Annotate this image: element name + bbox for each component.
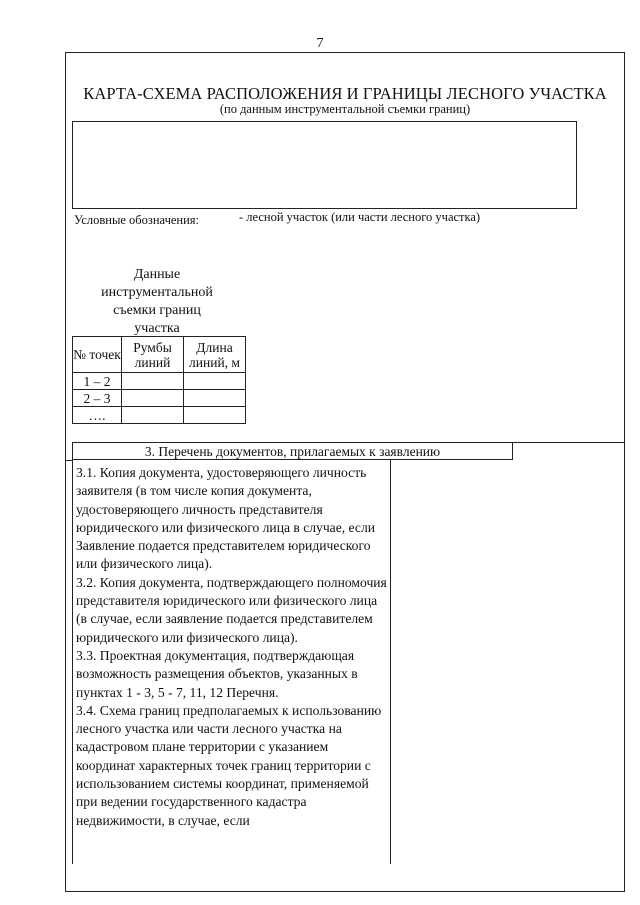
map-title: КАРТА-СХЕМА РАСПОЛОЖЕНИЯ И ГРАНИЦЫ ЛЕСНОГО УЧАСТКА	[83, 84, 607, 103]
documents-list	[72, 460, 391, 864]
map-subtitle: (по данным инструментальной съемки границ)	[219, 102, 471, 116]
list-item: 3.2. Копия документа, подтверждающего полномочия представителя юридического или физического лица (в случае, если заявление подается представителем юридического или физического лица).	[76, 574, 387, 645]
survey-header-points: № точек	[73, 337, 122, 373]
table-row	[73, 373, 246, 390]
table-row	[73, 390, 246, 407]
list-item: 3.4. Схема границ предполагаемых к использованию лесного участка или части лесного участка на кадастровом плане территории с указанием координат характерных точек границ территории с использованием системы координат, применяемой при ведении государственного кадастра недвижимости, в случае, если	[76, 702, 382, 828]
survey-cell	[184, 407, 246, 424]
page-number: 7	[316, 36, 324, 51]
survey-cell: ….	[73, 407, 122, 424]
survey-caption: Данные инструментальной съемки границ участка	[101, 267, 213, 336]
survey-cell	[184, 390, 246, 407]
survey-cell: 2 – 3	[73, 390, 122, 407]
legend-label: Условные обозначения:	[74, 213, 200, 227]
survey-cell	[184, 373, 246, 390]
survey-header-row	[73, 337, 246, 373]
documents-notes-column	[391, 460, 625, 864]
legend-item: - лесной участок (или части лесного участка)	[239, 210, 481, 224]
survey-cell	[122, 373, 184, 390]
list-item: 3.1. Копия документа, удостоверяющего личность заявителя (в том числе копия документа, удостоверяющего личность представителя юридического или физического лица в случае, если Заявление подается представителем юридического или физического лица).	[76, 465, 376, 572]
survey-header-bearings: Румбы линий	[122, 337, 184, 373]
survey-cell	[122, 390, 184, 407]
survey-table	[72, 336, 246, 424]
documents-section-title: 3. Перечень документов, прилагаемых к заявлению	[72, 442, 513, 460]
map-area	[72, 121, 577, 209]
divider	[65, 460, 72, 461]
survey-header-length: Длина линий, м	[184, 337, 246, 373]
divider	[513, 442, 625, 443]
list-item: 3.3. Проектная документация, подтверждающая возможность размещения объектов, указанных в пунктах 1 - 3, 5 - 7, 11, 12 Перечня.	[76, 647, 358, 700]
survey-cell: 1 – 2	[73, 373, 122, 390]
survey-cell	[122, 407, 184, 424]
table-row	[73, 407, 246, 424]
